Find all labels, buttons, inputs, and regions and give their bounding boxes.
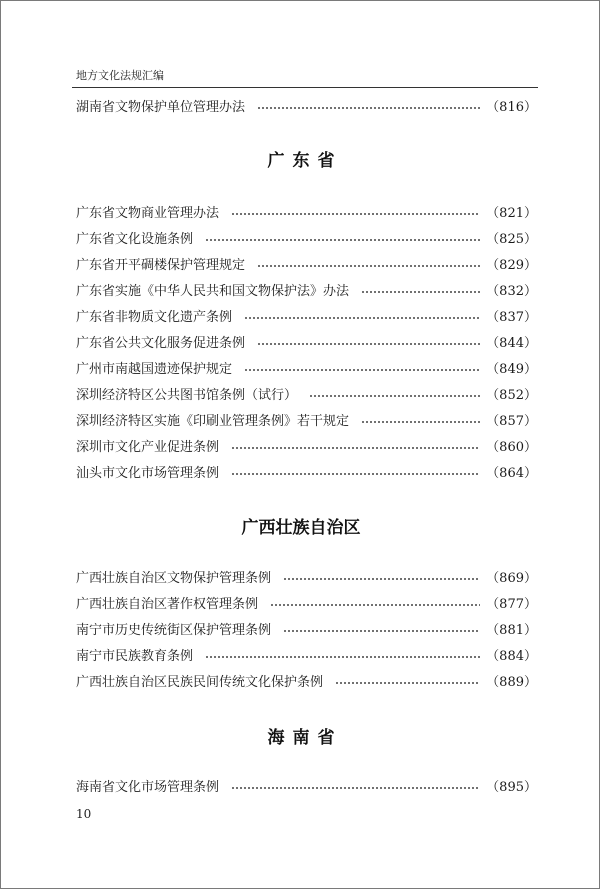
entry-page-number: （857） <box>486 414 537 429</box>
dot-leader <box>257 98 480 118</box>
entry-page-number: （852） <box>486 388 537 403</box>
entry-page-number: （869） <box>486 571 537 586</box>
dot-leader <box>231 204 480 224</box>
entry-page-number: （877） <box>486 597 537 612</box>
entry-title: 深圳经济特区实施《印刷业管理条例》若干规定 <box>76 414 350 429</box>
dot-leader <box>231 778 480 798</box>
running-header: 地方文化法规汇编 <box>76 69 164 82</box>
entry-title: 广州市南越国遗迹保护规定 <box>76 362 233 377</box>
entry-page-number: （832） <box>486 284 537 299</box>
dot-leader <box>231 464 480 484</box>
header-rule <box>72 87 538 88</box>
entry-page-number: （829） <box>486 258 537 273</box>
dot-leader <box>205 230 480 250</box>
entry-title: 南宁市民族教育条例 <box>76 649 194 664</box>
entry-title: 广西壮族自治区民族民间传统文化保护条例 <box>76 675 324 690</box>
dot-leader <box>361 282 480 302</box>
dot-leader <box>335 673 480 693</box>
section-heading-guangdong: 广东省 <box>267 151 343 171</box>
section-heading-hainan: 海南省 <box>267 728 343 748</box>
dot-leader <box>361 412 480 432</box>
entry-title: 广东省开平碉楼保护管理规定 <box>76 258 246 273</box>
entry-title: 广东省实施《中华人民共和国文物保护法》办法 <box>76 284 350 299</box>
toc-entry <box>76 647 537 667</box>
toc-entry <box>76 778 537 798</box>
entry-title: 深圳经济特区公共图书馆条例（试行） <box>76 388 298 403</box>
dot-leader <box>244 308 480 328</box>
entry-page-number: （884） <box>486 649 537 664</box>
dot-leader <box>257 256 480 276</box>
entry-page-number: （844） <box>486 336 537 351</box>
dot-leader <box>270 595 480 615</box>
dot-leader <box>283 621 480 641</box>
dot-leader <box>309 386 480 406</box>
entry-title: 广东省公共文化服务促进条例 <box>76 336 246 351</box>
toc-entry <box>76 360 537 380</box>
toc-entry <box>76 282 537 302</box>
entry-title: 广西壮族自治区文物保护管理条例 <box>76 571 272 586</box>
entry-title: 南宁市历史传统街区保护管理条例 <box>76 623 272 638</box>
dot-leader <box>231 438 480 458</box>
entry-page-number: （895） <box>486 780 537 795</box>
toc-entry <box>76 98 537 118</box>
toc-entry <box>76 464 537 484</box>
toc-entry <box>76 412 537 432</box>
toc-entry <box>76 230 537 250</box>
entry-title: 广东省文物商业管理办法 <box>76 206 220 221</box>
entry-title: 广东省非物质文化遗产条例 <box>76 310 233 325</box>
entry-page-number: （889） <box>486 675 537 690</box>
dot-leader <box>257 334 480 354</box>
entry-page-number: （849） <box>486 362 537 377</box>
entry-title: 深圳市文化产业促进条例 <box>76 440 220 455</box>
entry-page-number: （816） <box>486 100 537 115</box>
toc-entry <box>76 595 537 615</box>
toc-entry <box>76 308 537 328</box>
entry-page-number: （825） <box>486 232 537 247</box>
toc-entry <box>76 386 537 406</box>
toc-entry <box>76 256 537 276</box>
toc-entry <box>76 334 537 354</box>
toc-entry <box>76 673 537 693</box>
section-heading-guangxi: 广西壮族自治区 <box>241 518 361 538</box>
entry-title: 海南省文化市场管理条例 <box>76 780 220 795</box>
entry-title: 汕头市文化市场管理条例 <box>76 466 220 481</box>
entry-title: 广东省文化设施条例 <box>76 232 194 247</box>
page-number: 10 <box>76 807 92 821</box>
toc-entry <box>76 438 537 458</box>
entry-page-number: （837） <box>486 310 537 325</box>
entry-page-number: （821） <box>486 206 537 221</box>
entry-page-number: （864） <box>486 466 537 481</box>
entry-page-number: （860） <box>486 440 537 455</box>
dot-leader <box>283 569 480 589</box>
toc-entry <box>76 621 537 641</box>
dot-leader <box>205 647 480 667</box>
toc-entry <box>76 569 537 589</box>
entry-title: 湖南省文物保护单位管理办法 <box>76 100 246 115</box>
entry-page-number: （881） <box>486 623 537 638</box>
dot-leader <box>244 360 480 380</box>
toc-entry <box>76 204 537 224</box>
entry-title: 广西壮族自治区著作权管理条例 <box>76 597 259 612</box>
